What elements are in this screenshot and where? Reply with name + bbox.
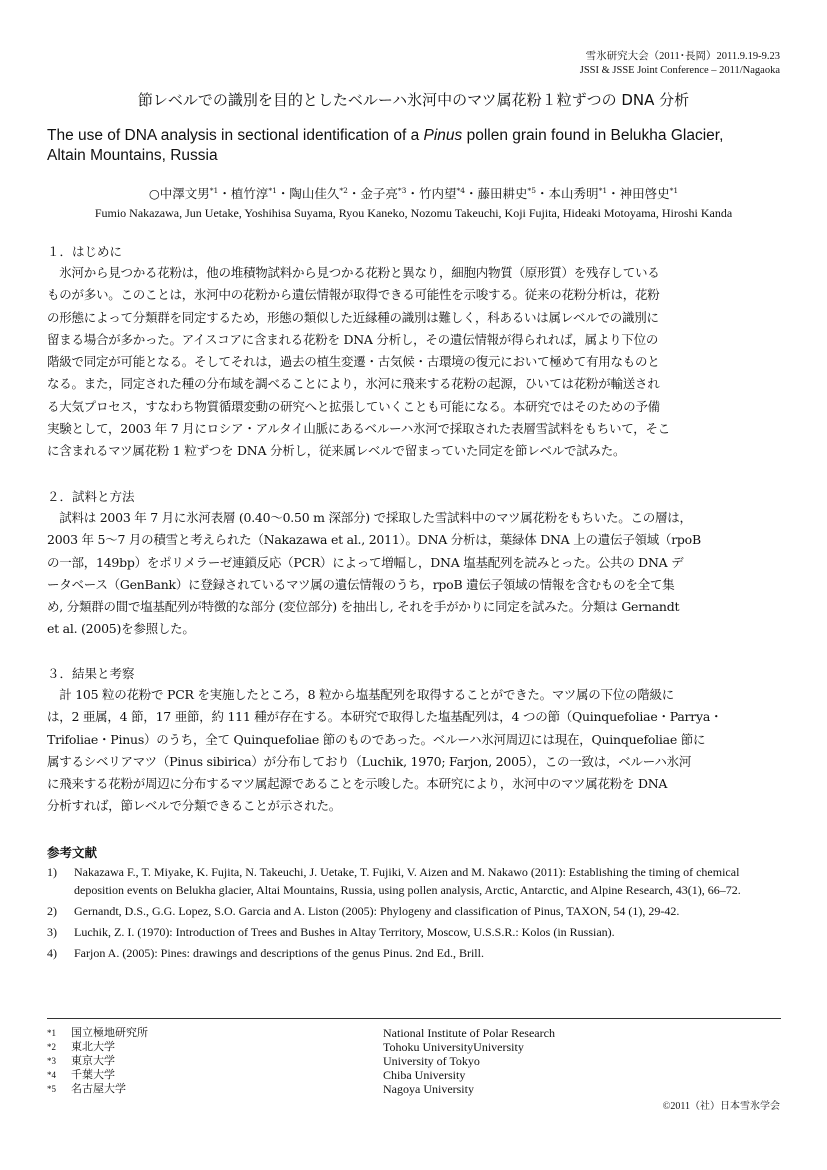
title-english-line2: Altain Mountains, Russia — [47, 147, 218, 164]
reference-number: 3) — [47, 924, 57, 939]
conference-header — [580, 50, 780, 78]
section-heading-introduction: １．はじめに — [47, 244, 123, 259]
affiliation-row — [47, 1068, 148, 1082]
body-line: et al. (2005)を参照した。 — [47, 621, 195, 637]
body-line: Trifoliae・Pinus）のうち，全て Quinquefoliae 節のものであった。ベルーハ氷河周辺には現在，Quinquefoliae 節に — [47, 731, 706, 747]
affiliation-en: University of Tokyo — [383, 1054, 480, 1068]
footnote-divider — [47, 1018, 781, 1019]
body-line: め, 分類群の間で塩基配列が特徴的な部分 (変位部分) を抽出し, それを手がかりに同定を試みた。分類は Gernandt — [47, 599, 680, 615]
body-line: 試料は 2003 年 7 月に氷河表層 (0.40〜0.50 m 深部分) で採取した雪試料中のマツ属花粉をもちいた。この層は， — [47, 510, 692, 525]
affiliation-ja: 東京大学 — [71, 1055, 115, 1067]
affiliations-japanese — [47, 1026, 148, 1096]
author-mark: *3 — [397, 186, 407, 195]
affiliation-mark: *4 — [47, 1070, 56, 1080]
author-mark: *2 — [339, 186, 348, 195]
section-heading-results: ３．結果と考察 — [47, 666, 135, 681]
section-body-methods — [47, 507, 781, 641]
body-line: は，2 亜属，4 節，17 亜節，約 111 種が存在する。本研究で取得した塩基配列は，4 つの節（Quinquefoliae・Parrya・ — [47, 709, 723, 725]
author-name: ○中澤文男 — [148, 186, 210, 201]
affiliation-en: Nagoya University — [383, 1082, 474, 1096]
affiliation-row — [47, 1054, 148, 1068]
affiliation-en: Tohoku UniversityUniversity — [383, 1040, 524, 1054]
references-list — [47, 863, 781, 964]
reference-item — [47, 923, 781, 941]
body-line: 2003 年 5〜7 月の積雪と考えられた（Nakazawa et al., 2011）。DNA 分析は，葉緑体 DNA 上の遺伝子領域（rpoB — [47, 532, 701, 548]
body-line: に含まれるマツ属花粉 1 粒ずつを DNA 分析し，従来属レベルで留まっていた同定を節レベルで試みた。 — [47, 443, 626, 459]
affiliation-ja: 国立極地研究所 — [71, 1027, 148, 1039]
body-line: の一部，149bp）をポリメラーゼ連鎖反応（PCR）によって増幅し，DNA 塩基配列を読みとった。公共の DNA デ — [47, 554, 684, 570]
body-line: る大気プロセス，すなわち物質循環変動の研究へと拡張していくことも可能になる。本研究ではそのための予備 — [47, 398, 660, 414]
reference-item — [47, 944, 781, 962]
authors-english: Fumio Nakazawa, Jun Uetake, Yoshihisa Suyama, Ryou Kaneko, Nozomu Takeuchi, Koji Fujita, Hideaki Motoyama, Hiroshi Kanda — [94, 206, 733, 220]
body-line: 留まる場合が多かった。アイスコアに含まれる花粉を DNA 分析し，その遺伝情報が得られれば，属より下位の — [47, 331, 659, 347]
body-line: ものが多い。このことは，氷河中の花粉から遺伝情報が取得できる可能性を示唆する。従来の花粉分析は，花粉 — [47, 287, 660, 303]
body-line: 実験として，2003 年 7 月にロシア・アルタイ山脈にあるベルーハ氷河で採取された表層雪試料をもちいて，そこ — [47, 421, 671, 437]
author-mark: *1 — [598, 186, 608, 195]
author-mark: *4 — [456, 186, 465, 195]
author-mark: *1 — [268, 186, 277, 195]
author-mark: *5 — [527, 186, 537, 195]
title-english-part2: pollen grain found in Belukha Glacier, — [462, 127, 724, 144]
reference-number: 2) — [47, 904, 57, 919]
affiliation-row — [47, 1082, 148, 1096]
copyright-notice: ©2011（社）日本雪氷学会 — [662, 1101, 780, 1112]
body-line: ータベース（GenBank）に登録されているマツ属の遺伝情報のうち，rpoB 遺伝子領域の情報を含むものを全て集 — [47, 576, 675, 592]
body-line: の形態によって分類群を同定するため，形態の類似した近縁種の識別は難しく，科あるいは属レベルでの識別に — [47, 309, 659, 325]
reference-number: 4) — [47, 945, 57, 960]
reference-text: Nakazawa F., T. Miyake, K. Fujita, N. Takeuchi, J. Uetake, T. Fujiki, V. Aizen and M. Nakawo (2011): Establishing the timing of chemical deposition events on Belukha glacier, Altai Mountains, Russia, using pollen analysis, Arctic, Antarctic, and Alpine Research, 43(1), 66–72. — [74, 865, 741, 898]
body-line: なる。また，同定された種の分布域を調べることにより，氷河に飛来する花粉の起源，ひいては花粉が輸送され — [47, 376, 660, 392]
body-line: 氷河から見つかる花粉は，他の堆積物試料から見つかる花粉と異なり，細胞内物質（原形質）を残存している — [47, 265, 660, 280]
author-mark: *1 — [669, 186, 679, 195]
affiliation-mark: *3 — [47, 1056, 56, 1066]
body-line: 計 105 粒の花粉で PCR を実施したところ，8 粒から塩基配列を取得することができた。マツ属の下位の階級に — [47, 687, 674, 702]
section-body-results — [47, 684, 781, 818]
reference-item — [47, 902, 781, 920]
conference-header-ja: 雪氷研究大会（2011･長岡）2011.9.19-9.23 — [585, 51, 780, 62]
author-mark: *1 — [209, 186, 219, 195]
body-line: 属するシベリアマツ（Pinus sibirica）が分布しており（Luchik, 1970; Farjon, 2005），この一致は，ベルーハ氷河 — [47, 753, 692, 769]
affiliation-ja: 千葉大学 — [71, 1069, 115, 1081]
reference-text: Farjon A. (2005): Pines: drawings and descriptions of the genus Pinus. 2nd Ed., Brill. — [74, 945, 484, 960]
affiliation-mark: *1 — [47, 1028, 56, 1038]
title-english-italic: Pinus — [423, 127, 463, 144]
affiliation-en: Chiba University — [383, 1068, 466, 1082]
references-heading: 参考文献 — [47, 845, 98, 860]
author-name: ・金子亮 — [347, 186, 398, 201]
affiliation-ja: 名古屋大学 — [71, 1083, 126, 1095]
affiliation-row — [47, 1040, 148, 1054]
reference-text: Luchik, Z. I. (1970): Introduction of Trees and Bushes in Altay Territory, Moscow, U.S.S.R.: Kolos (in Russian). — [74, 924, 615, 939]
author-name: ・神田啓史 — [607, 186, 670, 201]
body-line: 階級で同定が可能となる。そしてそれは，過去の植生変遷・古気候・古環境の復元において極めて有用なものと — [47, 354, 660, 370]
affiliations-english — [383, 1026, 555, 1096]
reference-number: 1) — [47, 865, 57, 879]
author-name: ・植竹淳 — [218, 186, 269, 201]
body-line: 分析すれば，節レベルで分類できることが示された。 — [47, 798, 342, 814]
affiliation-ja: 東北大学 — [71, 1041, 115, 1053]
reference-item — [47, 863, 781, 900]
affiliation-en: National Institute of Polar Research — [383, 1026, 555, 1040]
author-name: ・本山秀明 — [536, 186, 599, 201]
conference-header-en: JSSI & JSSE Joint Conference – 2011/Nagaoka — [579, 65, 780, 76]
author-name: ・藤田耕史 — [465, 186, 528, 201]
body-line: に飛来する花粉が周辺に分布するマツ属起源であることを示唆した。本研究により，氷河中のマツ属花粉を DNA — [47, 776, 668, 792]
section-heading-methods: ２．試料と方法 — [47, 489, 135, 504]
affiliation-row — [47, 1026, 148, 1040]
author-name: ・竹内望 — [406, 186, 457, 201]
author-name: ・陶山佳久 — [276, 186, 340, 201]
title-english-part1: The use of DNA analysis in sectional identification of a — [47, 127, 424, 144]
title-japanese: 節レベルでの識別を目的としたベルーハ氷河中のマツ属花粉１粒ずつの DNA 分析 — [137, 91, 690, 109]
title-english — [47, 126, 787, 166]
affiliation-mark: *5 — [47, 1084, 56, 1094]
affiliation-mark: *2 — [47, 1042, 56, 1052]
authors-japanese — [0, 184, 827, 202]
section-body-introduction — [47, 262, 781, 463]
reference-text: Gernandt, D.S., G.G. Lopez, S.O. Garcia and A. Liston (2005): Phylogeny and classification of Pinus, TAXON, 54 (1), 29-42. — [74, 904, 680, 919]
